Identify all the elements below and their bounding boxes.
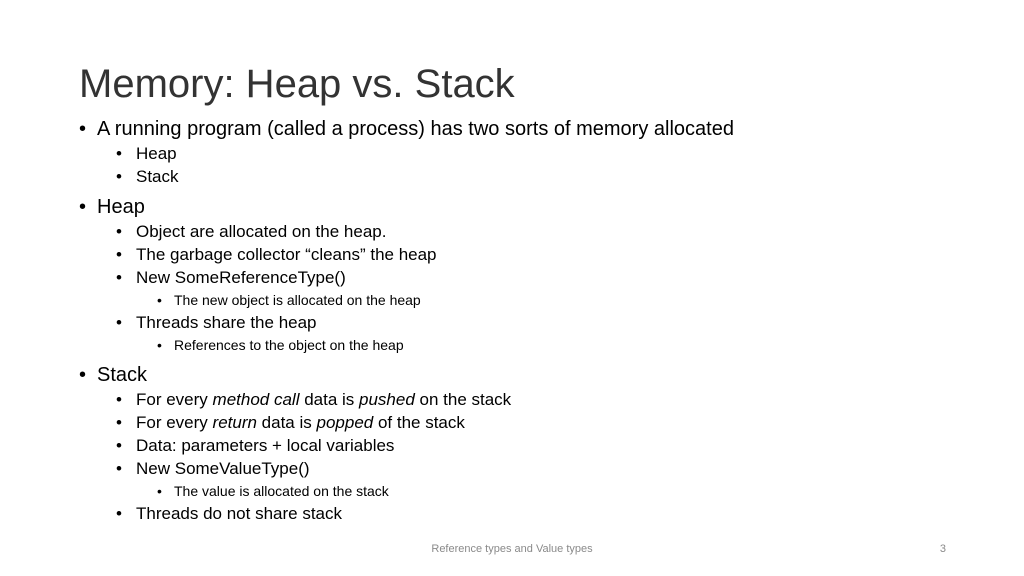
bullet-return-popped — [79, 411, 979, 434]
bullet-process-memory — [79, 116, 979, 142]
bullet-dot-icon: • — [157, 292, 162, 308]
page-number: 3 — [939, 543, 946, 555]
bullet-dot-icon: • — [116, 413, 122, 432]
bullet-method-call-pushed — [79, 388, 979, 411]
bullet-text-post: on the stack — [414, 390, 512, 409]
bullet-garbage-collector — [79, 243, 979, 266]
bullet-threads-not-share-stack — [79, 502, 979, 525]
bullet-dot-icon: • — [157, 337, 162, 353]
bullet-text-post: of the stack — [373, 413, 465, 432]
bullet-dot-icon: • — [157, 483, 162, 499]
bullet-dot-icon: • — [79, 364, 87, 386]
bullet-text: The garbage collector “cleans” the heap — [136, 245, 437, 264]
bullet-new-reference-type — [79, 266, 979, 289]
bullet-text: Threads share the heap — [136, 313, 317, 332]
bullet-new-object-on-heap — [79, 289, 979, 311]
bullet-text-emphasis: method call — [212, 390, 300, 409]
bullet-dot-icon: • — [116, 313, 122, 332]
bullet-text-mid: data is — [256, 413, 317, 432]
bullet-dot-icon: • — [116, 459, 122, 478]
bullet-text: Heap — [97, 196, 145, 218]
bullet-value-on-stack — [79, 480, 979, 502]
bullet-stack-sub — [79, 165, 979, 188]
bullet-text: The value is allocated on the stack — [174, 483, 389, 499]
bullet-heap-sub — [79, 142, 979, 165]
bullet-text: Data: parameters + local variables — [136, 436, 395, 455]
bullet-dot-icon: • — [116, 167, 122, 186]
slide-footer: Reference types and Value types — [431, 543, 593, 555]
bullet-text: Threads do not share stack — [136, 504, 343, 523]
bullet-text: Object are allocated on the heap. — [136, 222, 387, 241]
bullet-stack — [79, 362, 979, 388]
bullet-dot-icon: • — [79, 118, 87, 140]
bullet-new-value-type — [79, 457, 979, 480]
bullet-text-emphasis: popped — [316, 413, 374, 432]
bullet-text-emphasis: return — [212, 413, 257, 432]
bullet-threads-share-heap — [79, 311, 979, 334]
bullet-text: References to the object on the heap — [174, 337, 404, 353]
bullet-text: Stack — [97, 364, 148, 386]
bullet-dot-icon: • — [116, 245, 122, 264]
slide-body — [79, 116, 979, 525]
bullet-text: Stack — [136, 167, 179, 186]
bullet-text: A running program (called a process) has two sorts of memory allocated — [97, 118, 734, 140]
bullet-text-emphasis: pushed — [359, 390, 415, 409]
bullet-dot-icon: • — [116, 222, 122, 241]
bullet-text: New SomeValueType() — [136, 459, 310, 478]
bullet-references-on-heap — [79, 334, 979, 356]
bullet-data-parameters — [79, 434, 979, 457]
bullet-text: The new object is allocated on the heap — [174, 292, 421, 308]
bullet-dot-icon: • — [116, 268, 122, 287]
bullet-dot-icon: • — [116, 144, 122, 163]
bullet-dot-icon: • — [79, 196, 87, 218]
bullet-dot-icon: • — [116, 436, 122, 455]
bullet-dot-icon: • — [116, 390, 122, 409]
bullet-text-pre: For every — [136, 413, 213, 432]
bullet-text-pre: For every — [136, 390, 213, 409]
bullet-heap — [79, 194, 979, 220]
bullet-dot-icon: • — [116, 504, 122, 523]
slide-title: Memory: Heap vs. Stack — [79, 62, 515, 106]
bullet-heap-allocation — [79, 220, 979, 243]
bullet-text: Heap — [136, 144, 177, 163]
bullet-text-mid: data is — [299, 390, 360, 409]
bullet-text: New SomeReferenceType() — [136, 268, 346, 287]
